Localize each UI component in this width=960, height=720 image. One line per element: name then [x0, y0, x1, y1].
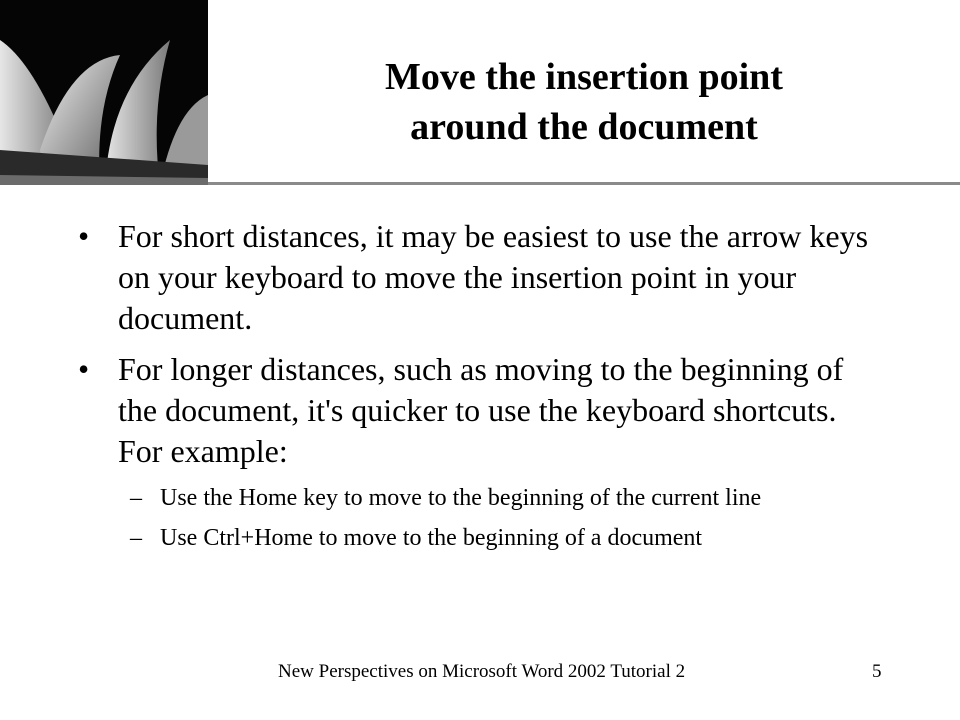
bullet-glyph: •	[78, 218, 90, 254]
title-divider	[208, 182, 960, 185]
bullet-text: For short distances, it may be easiest to use the arrow keys on your keyboard to move the insertion point in your document.	[118, 218, 869, 336]
bullet-text: For longer distances, such as moving to the beginning of the document, it's quicker to use the keyboard shortcuts. For example:	[118, 351, 844, 469]
bullet-item	[78, 349, 878, 472]
slide-title-line-1: Move the insertion point	[385, 56, 783, 98]
sub-bullet-text: Use Ctrl+Home to move to the beginning of a document	[160, 525, 703, 551]
slide-title-line-2: around the document	[410, 106, 758, 148]
dash-glyph: –	[130, 485, 142, 511]
dash-glyph: –	[130, 525, 142, 551]
opera-house-photo	[0, 0, 208, 185]
opera-house-image	[0, 0, 208, 185]
sub-bullet-item	[78, 522, 878, 554]
sub-bullet-text: Use the Home key to move to the beginning of the current line	[160, 485, 762, 511]
footer-title: New Perspectives on Microsoft Word 2002 Tutorial 2	[278, 661, 686, 682]
sub-bullet-item	[78, 482, 878, 514]
slide-title	[208, 52, 960, 152]
bullet-item	[78, 216, 878, 339]
page-number: 5	[872, 661, 882, 682]
bullet-glyph: •	[78, 351, 90, 387]
slide-body	[78, 216, 878, 562]
